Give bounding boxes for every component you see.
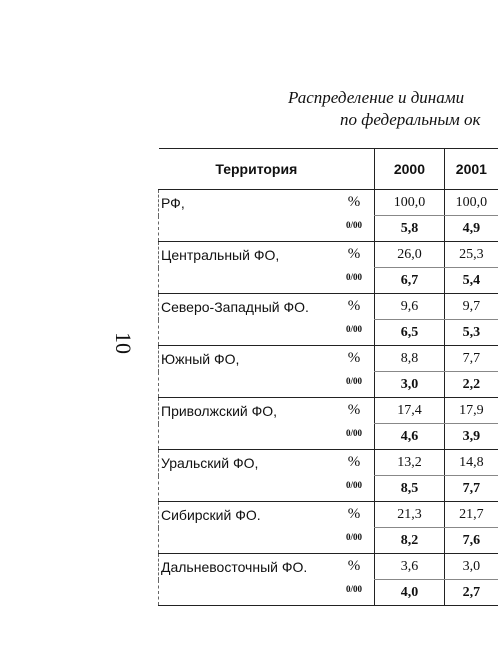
value-2000-percent: 100,0 [375,190,445,216]
unit-permille [334,216,375,242]
table-row [159,346,498,372]
territory-name: Южный ФО, [159,346,334,372]
value-2001-percent: 7,7 [444,346,498,372]
unit-permille [334,476,375,502]
value-2000-permille: 6,7 [375,268,445,294]
permille-label: 0/00 [346,376,363,387]
value-2001-percent: 14,8 [444,450,498,476]
value-2001-permille: 5,4 [462,272,481,288]
territory-name: РФ, [159,190,334,216]
header-year-2001: 2001 [455,161,487,177]
territory-name-spacer [159,268,334,294]
value-2000-permille: 4,0 [375,580,445,606]
territory-name: Уральский ФО, [159,450,334,476]
unit-permille [334,528,375,554]
value-2001-permille: 7,6 [462,532,481,548]
value-2000-permille: 8,5 [375,476,445,502]
territory-name-spacer [159,528,334,554]
value-2001-percent: 21,7 [444,502,498,528]
unit-permille [334,320,375,346]
unit-percent: % [347,402,361,419]
permille-label: 0/00 [346,584,363,595]
table-row [159,424,498,450]
value-2000-percent: 26,0 [375,242,445,268]
table-row [159,580,498,606]
value-2000-permille: 5,8 [375,216,445,242]
table-row [159,372,498,398]
value-2001-percent: 3,0 [444,554,498,580]
value-2000-percent: 13,2 [375,450,445,476]
permille-label: 0/00 [346,532,363,543]
territory-name: Приволжский ФО, [159,398,334,424]
value-2001-permille: 5,3 [462,324,481,340]
data-table [158,148,498,606]
value-2001-permille: 4,9 [462,220,481,236]
value-2001-percent: 100,0 [444,190,498,216]
territory-name-spacer [159,320,334,346]
title-line-2: по федеральным ок [340,110,481,129]
table-row [159,502,498,528]
unit-percent: % [347,350,361,367]
unit-permille [334,372,375,398]
value-2001-permille: 7,7 [462,480,481,496]
table-header-row [159,149,498,190]
table-row [159,268,498,294]
table-row [159,320,498,346]
unit-permille [334,580,375,606]
value-2000-permille: 6,5 [375,320,445,346]
title-line-1: Распределение и динами [288,88,465,107]
table-row [159,242,498,268]
territory-name-spacer [159,424,334,450]
table-row [159,476,498,502]
value-2000-permille: 8,2 [375,528,445,554]
unit-percent: % [347,194,361,211]
value-2000-percent: 17,4 [375,398,445,424]
territory-name: Северо-Западный ФО. [159,294,334,320]
value-2000-percent: 3,6 [375,554,445,580]
value-2001-permille: 2,7 [462,584,481,600]
territory-name-spacer [159,580,334,606]
value-2000-percent: 21,3 [375,502,445,528]
table-row [159,294,498,320]
table-row [159,398,498,424]
unit-percent: % [347,506,361,523]
page-number: 10 [111,332,136,354]
value-2001-permille: 2,2 [462,376,481,392]
table-row [159,216,498,242]
permille-label: 0/00 [346,272,363,283]
value-2001-permille: 3,9 [462,428,481,444]
unit-permille [334,424,375,450]
table-row [159,528,498,554]
table-row [159,450,498,476]
unit-percent: % [347,298,361,315]
unit-percent: % [347,246,361,263]
territory-name-spacer [159,216,334,242]
value-2001-percent: 25,3 [444,242,498,268]
table-row [159,554,498,580]
permille-label: 0/00 [346,220,363,231]
permille-label: 0/00 [346,324,363,335]
value-2000-permille: 3,0 [375,372,445,398]
unit-percent: % [347,558,361,575]
territory-name: Центральный ФО, [159,242,334,268]
unit-permille [334,268,375,294]
header-year-2000: 2000 [375,149,445,190]
value-2001-percent: 17,9 [444,398,498,424]
territory-name-spacer [159,476,334,502]
territory-name: Сибирский ФО. [159,502,334,528]
table-body [159,190,498,606]
value-2001-percent: 9,7 [444,294,498,320]
header-territory: Территория [215,161,298,177]
table-row [159,190,498,216]
unit-percent: % [347,454,361,471]
permille-label: 0/00 [346,428,363,439]
territory-name: Дальневосточный ФО. [159,554,334,580]
value-2000-percent: 9,6 [375,294,445,320]
value-2000-permille: 4,6 [375,424,445,450]
permille-label: 0/00 [346,480,363,491]
value-2000-percent: 8,8 [375,346,445,372]
territory-name-spacer [159,372,334,398]
